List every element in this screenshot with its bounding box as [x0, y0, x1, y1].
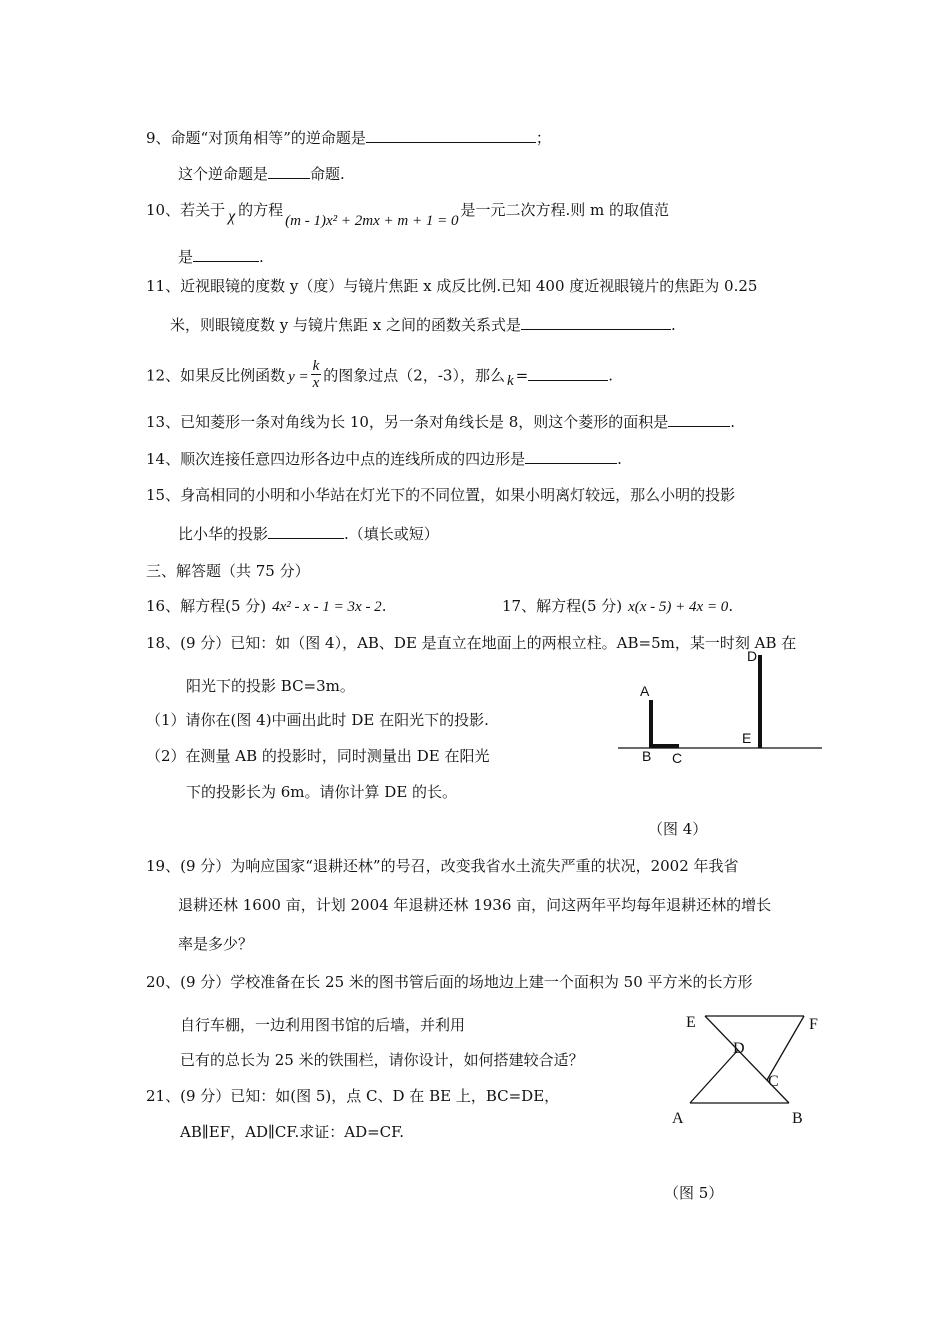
- q10-line2: [178, 247, 264, 267]
- q14-answer-blank[interactable]: [525, 449, 617, 464]
- q10-prompt-a: 10、若关于: [146, 201, 226, 219]
- q10-answer-blank[interactable]: [193, 247, 259, 262]
- q21-line2: AB∥EF，AD∥CF.求证：AD=CF.: [180, 1123, 404, 1141]
- q12-end: .: [608, 366, 613, 385]
- fig5-label-d: D: [733, 1040, 745, 1057]
- q13-end: .: [730, 413, 736, 431]
- fig4-label-a: A: [640, 683, 650, 699]
- q11-line2: [170, 315, 676, 335]
- q9-truth-blank[interactable]: [268, 164, 310, 179]
- q10-end: .: [259, 248, 264, 266]
- fig5-caption: （图 5）: [664, 1184, 724, 1202]
- q16-line: [146, 596, 386, 617]
- q12-k: k: [506, 372, 514, 389]
- q14-end: .: [617, 450, 622, 468]
- q13-answer-blank[interactable]: [668, 412, 730, 427]
- q20-line2: 自行车棚，一边利用图书馆的后墙，并利用: [180, 1016, 466, 1034]
- q10-prompt-d: 是: [178, 248, 194, 266]
- q12-numerator: k: [312, 358, 320, 374]
- q12-answer-blank[interactable]: [528, 366, 608, 381]
- fig4-caption: （图 4）: [648, 820, 708, 838]
- q18-line1: 18、(9 分）已知：如（图 4），AB、DE 是直立在地面上的两根立柱。AB=5m，某一时刻 AB 在: [146, 634, 797, 652]
- q17-line: [502, 596, 733, 617]
- q17-end: .: [728, 597, 734, 615]
- q9-line1: [146, 128, 551, 148]
- q9-prompt-2: 这个逆命题是: [178, 165, 269, 183]
- q17-label: 17、解方程(5 分): [502, 597, 623, 615]
- q14-prompt: 14、顺次连接任意四边形各边中点的连线所成的四边形是: [146, 450, 526, 468]
- q9-punct: ；: [535, 129, 551, 147]
- q10-prompt-c: 是一元二次方程.则 m 的取值范: [460, 201, 669, 219]
- q12-denominator: x: [312, 375, 320, 391]
- q18-part1: （1）请你在(图 4)中画出此时 DE 在阳光下的投影.: [146, 711, 489, 729]
- q12-y: y =: [288, 368, 309, 385]
- fig5-label-a: A: [672, 1110, 684, 1127]
- fig4-label-e: E: [742, 730, 752, 746]
- q15-answer-blank[interactable]: [268, 524, 344, 539]
- q14-line: [146, 449, 622, 469]
- figure-4: [600, 640, 830, 770]
- fig4-label-d: D: [747, 648, 758, 664]
- fig5-segment-fc: [767, 1016, 804, 1080]
- fig5-segment-ad: [690, 1050, 738, 1103]
- q11-prompt: 米，则眼镜度数 y 与镜片焦距 x 之间的函数关系式是: [170, 316, 522, 334]
- q9-end: 命题.: [310, 165, 345, 183]
- q19-line2: 退耕还林 1600 亩，计划 2004 年退耕还林 1936 亩，问这两年平均每年退耕还林的增长: [178, 896, 772, 914]
- q11-line1: 11、近视眼镜的度数 y（度）与镜片焦距 x 成反比例.已知 400 度近视眼镜片的焦距为 0.25: [146, 277, 758, 295]
- fig5-label-b: B: [792, 1110, 803, 1127]
- q13-prompt: 13、已知菱形一条对角线为长 10，另一条对角线长是 8，则这个菱形的面积是: [146, 413, 669, 431]
- q18-line2: 阳光下的投影 BC=3m。: [186, 677, 355, 695]
- q15-end: .（填长或短）: [344, 525, 439, 543]
- q10-equation: (m - 1)x² + 2mx + m + 1 = 0: [285, 213, 459, 229]
- q12-eq-sign: =: [515, 366, 529, 385]
- q19-line1: 19、(9 分）为响应国家“退耕还林”的号召，改变我省水土流失严重的状况，2002 年我省: [146, 857, 739, 875]
- q15-prompt: 比小华的投影: [178, 525, 269, 543]
- q15-line1: 15、身高相同的小明和小华站在灯光下的不同位置，如果小明离灯较远，那么小明的投影: [146, 486, 736, 504]
- q12-line: [146, 360, 613, 393]
- fig5-label-e: E: [686, 1014, 696, 1031]
- q16-end: .: [381, 597, 387, 615]
- q16-equation: 4x² - x - 1 = 3x - 2: [272, 599, 382, 615]
- fig5-label-f: F: [809, 1016, 818, 1033]
- q11-end: .: [671, 316, 676, 334]
- section-3-heading: 三、解答题（共 75 分）: [146, 562, 310, 580]
- q9-line2: [178, 164, 345, 184]
- q10-var-x: χ: [228, 208, 236, 225]
- fig5-label-c: C: [768, 1073, 779, 1090]
- q19-line3: 率是多少？: [178, 935, 254, 953]
- q16-label: 16、解方程(5 分): [146, 597, 267, 615]
- q9-answer-blank[interactable]: [366, 128, 536, 143]
- fig4-label-b: B: [642, 748, 652, 764]
- q13-line: [146, 412, 735, 432]
- q20-line1: 20、(9 分）学校准备在长 25 米的图书管后面的场地边上建一个面积为 50 平方米的长方形: [146, 973, 753, 991]
- q10-prompt-b: 的方程: [238, 201, 284, 219]
- q15-line2: [178, 524, 439, 544]
- figure-5: [680, 1010, 820, 1110]
- q9-prompt: 9、命题“对顶角相等”的逆命题是: [146, 129, 366, 147]
- q21-line1: 21、(9 分）已知：如(图 5)，点 C、D 在 BE 上，BC=DE，: [146, 1087, 560, 1105]
- q17-equation: x(x - 5) + 4x = 0: [628, 599, 729, 615]
- q20-line3: 已有的总长为 25 米的铁围栏，请你设计，如何搭建较合适？: [180, 1051, 584, 1069]
- q18-part2-line1: （2）在测量 AB 的投影时，同时测量出 DE 在阳光: [146, 747, 490, 765]
- fig4-label-c: C: [672, 750, 683, 766]
- q12-prompt-b: 的图象过点（2，-3），那么: [323, 366, 505, 385]
- q18-part2-line2: 下的投影长为 6m。请你计算 DE 的长。: [186, 783, 458, 801]
- q12-fraction: [311, 358, 322, 391]
- q10-line1: [146, 200, 669, 229]
- q11-answer-blank[interactable]: [521, 315, 671, 330]
- q12-prompt-a: 12、如果反比例函数: [146, 366, 286, 385]
